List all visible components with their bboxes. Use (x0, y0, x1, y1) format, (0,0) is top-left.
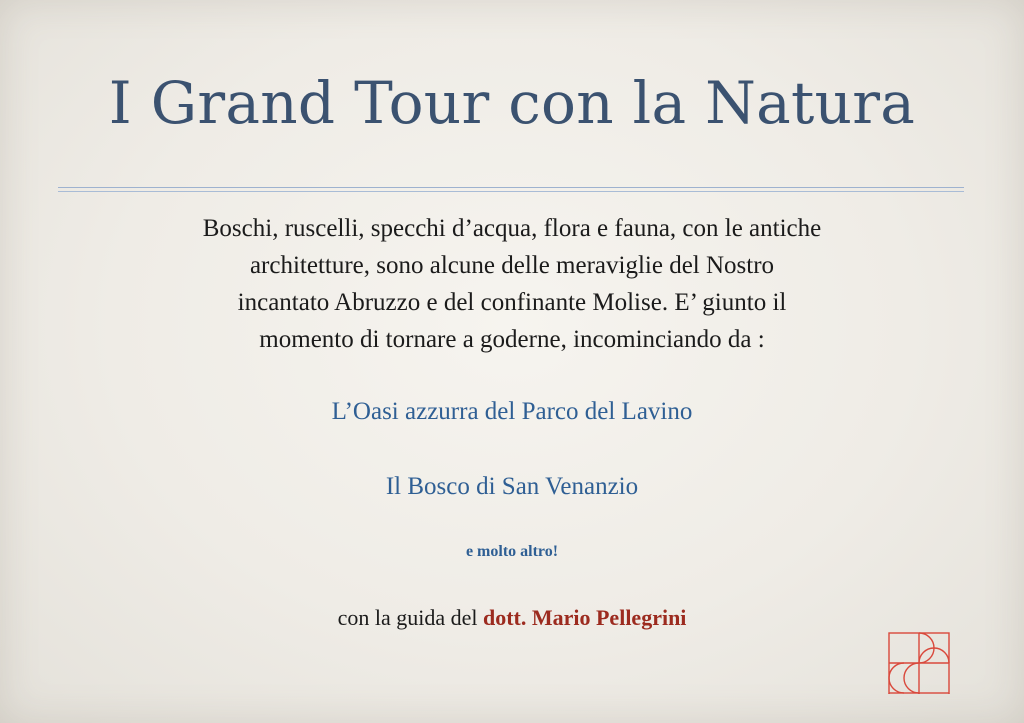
intro-line: incantato Abruzzo e del confinante Molise. E’ giunto il (237, 289, 787, 316)
guide-prefix: con la guida del (337, 605, 478, 630)
title-divider-bottom (58, 191, 964, 192)
intro-line: momento di tornare a goderne, incominciando da : (259, 326, 765, 353)
destination-bosco: Il Bosco di San Venanzio (385, 473, 639, 500)
monogram-logo-icon (888, 632, 950, 694)
guide-name: dott. Mario Pellegrini (482, 605, 687, 630)
intro-line: architetture, sono alcune delle meraviglie del Nostro (249, 252, 775, 279)
guide-credit (0, 605, 1024, 631)
destination-oasi: L’Oasi azzurra del Parco del Lavino (331, 398, 693, 425)
intro-line: Boschi, ruscelli, specchi d’acqua, flora e fauna, con le antiche (202, 215, 822, 242)
intro-paragraph (100, 210, 924, 358)
page-title: I Grand Tour con la Natura (108, 69, 916, 137)
title-divider-top (58, 187, 964, 188)
more-note: e molto altro! (465, 543, 559, 560)
